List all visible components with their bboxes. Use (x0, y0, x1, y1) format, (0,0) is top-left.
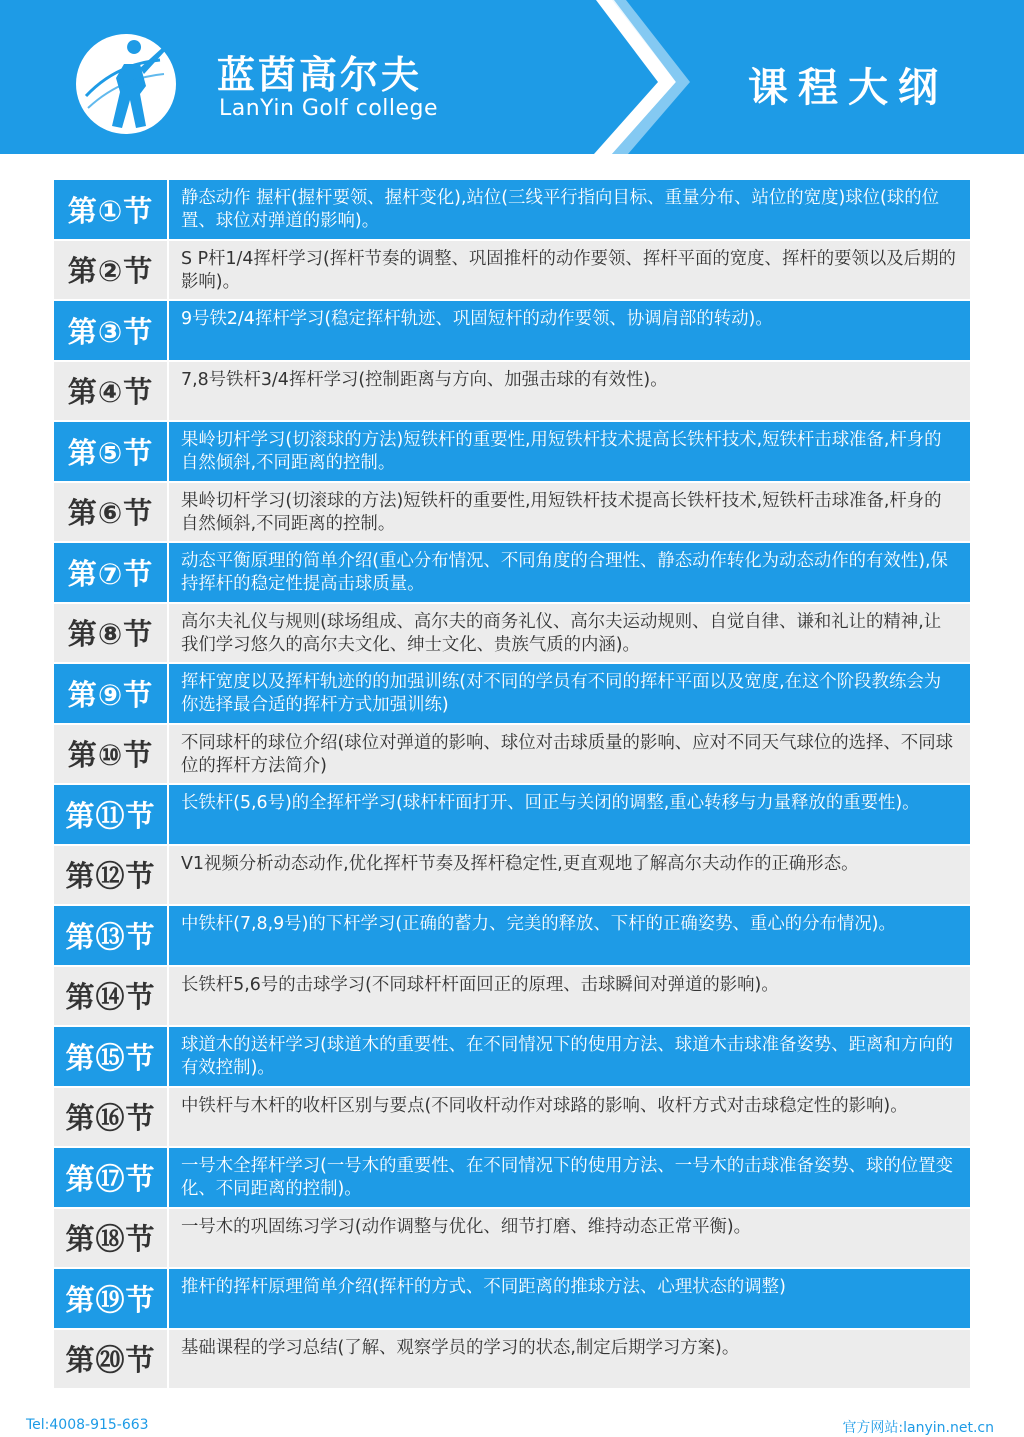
lesson-label: 第⑨节 (54, 664, 167, 723)
lesson-label: 第⑥节 (54, 483, 167, 542)
lesson-label: 第①节 (54, 180, 167, 239)
lesson-label: 第⑫节 (54, 846, 167, 905)
lesson-row (54, 422, 970, 481)
lesson-label: 第⑱节 (54, 1209, 167, 1268)
lesson-label: 第⑪节 (54, 785, 167, 844)
lesson-label: 第②节 (54, 241, 167, 300)
lesson-description: 挥杆宽度以及挥杆轨迹的的加强训练(对不同的学员有不同的挥杆平面以及宽度,在这个阶段教练会为你选择最合适的挥杆方式加强训练) (169, 664, 970, 723)
syllabus-table (54, 180, 970, 1390)
lesson-label: 第⑲节 (54, 1269, 167, 1328)
lesson-row (54, 604, 970, 663)
lesson-description: 长铁杆(5,6号)的全挥杆学习(球杆杆面打开、回正与关闭的调整,重心转移与力量释放的重要性)。 (169, 785, 970, 844)
header-banner (0, 0, 1024, 154)
lesson-description: 高尔夫礼仪与规则(球场组成、高尔夫的商务礼仪、高尔夫运动规则、自觉自律、谦和礼让的精神,让我们学习悠久的高尔夫文化、绅士文化、贵族气质的内涵)。 (169, 604, 970, 663)
lesson-label: 第③节 (54, 301, 167, 360)
lesson-description: 7,8号铁杆3/4挥杆学习(控制距离与方向、加强击球的有效性)。 (169, 362, 970, 421)
lesson-row (54, 362, 970, 421)
lesson-label: 第⑭节 (54, 967, 167, 1026)
lesson-description: 9号铁2/4挥杆学习(稳定挥杆轨迹、巩固短杆的动作要领、协调肩部的转动)。 (169, 301, 970, 360)
lesson-label: 第⑧节 (54, 604, 167, 663)
lesson-label: 第⑮节 (54, 1027, 167, 1086)
lesson-description: 果岭切杆学习(切滚球的方法)短铁杆的重要性,用短铁杆技术提高长铁杆技术,短铁杆击球准备,杆身的自然倾斜,不同距离的控制。 (169, 483, 970, 542)
lesson-description: 推杆的挥杆原理简单介绍(挥杆的方式、不同距离的推球方法、心理状态的调整) (169, 1269, 970, 1328)
footer-phone: Tel:4008-915-663 (26, 1417, 149, 1433)
lesson-row (54, 543, 970, 602)
lesson-row (54, 664, 970, 723)
brand-name-en: LanYin Golf college (219, 96, 439, 121)
lesson-label: 第⑰节 (54, 1148, 167, 1207)
lesson-label: 第⑬节 (54, 906, 167, 965)
lesson-description: 长铁杆5,6号的击球学习(不同球杆杆面回正的原理、击球瞬间对弹道的影响)。 (169, 967, 970, 1026)
lesson-row (54, 1269, 970, 1328)
page-title: 课程大纲 (748, 65, 948, 111)
lesson-description: 一号木的巩固练习学习(动作调整与优化、细节打磨、维持动态正常平衡)。 (169, 1209, 970, 1268)
lesson-row (54, 785, 970, 844)
lesson-description: 果岭切杆学习(切滚球的方法)短铁杆的重要性,用短铁杆技术提高长铁杆技术,短铁杆击球准备,杆身的自然倾斜,不同距离的控制。 (169, 422, 970, 481)
lesson-row (54, 1330, 970, 1389)
lesson-description: 中铁杆与木杆的收杆区别与要点(不同收杆动作对球路的影响、收杆方式对击球稳定性的影响)。 (169, 1088, 970, 1147)
lesson-label: 第④节 (54, 362, 167, 421)
lesson-description: 球道木的送杆学习(球道木的重要性、在不同情况下的使用方法、球道木击球准备姿势、距离和方向的有效控制)。 (169, 1027, 970, 1086)
lesson-row (54, 906, 970, 965)
lesson-description: 不同球杆的球位介绍(球位对弹道的影响、球位对击球质量的影响、应对不同天气球位的选择、不同球位的挥杆方法简介) (169, 725, 970, 784)
lesson-description: 基础课程的学习总结(了解、观察学员的学习的状态,制定后期学习方案)。 (169, 1330, 970, 1389)
golfer-swing-icon (76, 34, 176, 134)
lesson-description: V1视频分析动态动作,优化挥杆节奏及挥杆稳定性,更直观地了解高尔夫动作的正确形态。 (169, 846, 970, 905)
lesson-row (54, 483, 970, 542)
lesson-row (54, 725, 970, 784)
lesson-label: 第⑳节 (54, 1330, 167, 1389)
lesson-description: 动态平衡原理的简单介绍(重心分布情况、不同角度的合理性、静态动作转化为动态动作的有效性),保持挥杆的稳定性提高击球质量。 (169, 543, 970, 602)
lesson-description: S P杆1/4挥杆学习(挥杆节奏的调整、巩固推杆的动作要领、挥杆平面的宽度、挥杆的要领以及后期的影响)。 (169, 241, 970, 300)
lesson-label: 第⑦节 (54, 543, 167, 602)
footer-website[interactable]: 官方网站:lanyin.net.cn (842, 1420, 994, 1436)
lesson-row (54, 967, 970, 1026)
lesson-description: 静态动作 握杆(握杆要领、握杆变化),站位(三线平行指向目标、重量分布、站位的宽度)球位(球的位置、球位对弹道的影响)。 (169, 180, 970, 239)
brand-name-cn: 蓝茵高尔夫 (217, 53, 423, 97)
lesson-description: 中铁杆(7,8,9号)的下杆学习(正确的蓄力、完美的释放、下杆的正确姿势、重心的分布情况)。 (169, 906, 970, 965)
lesson-label: 第⑯节 (54, 1088, 167, 1147)
lesson-row (54, 301, 970, 360)
lesson-row (54, 241, 970, 300)
lesson-label: 第⑤节 (54, 422, 167, 481)
lesson-row (54, 1148, 970, 1207)
lesson-row (54, 1209, 970, 1268)
lesson-row (54, 180, 970, 239)
lesson-description: 一号木全挥杆学习(一号木的重要性、在不同情况下的使用方法、一号木的击球准备姿势、球的位置变化、不同距离的控制)。 (169, 1148, 970, 1207)
lesson-label: 第⑩节 (54, 725, 167, 784)
lesson-row (54, 846, 970, 905)
lesson-row (54, 1088, 970, 1147)
lesson-row (54, 1027, 970, 1086)
